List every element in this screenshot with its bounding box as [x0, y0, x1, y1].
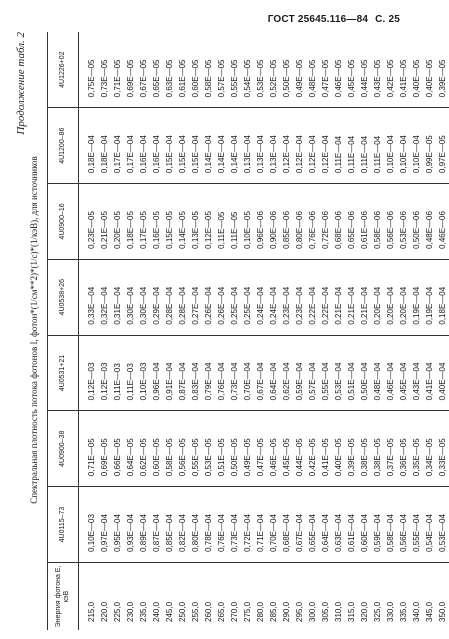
source-values-column: 0,10E—03 0,97E—04 0,95E—04 0,93E—04 0,89E—04 0,87E—04 0,85E—04 0,82E—04 0,80E—04 0,78E—04 0,76E—04 0,73E—04 0,72E—04 0,71E—04 0,70E—04 0,68E—04 0,67E—04 0,65E—04 0,64E—04 0,63E—04 0,61E—04 0,60E—04 0,59E—04 0,58E—04 0,56E—04 0,55E—04 0,54E—04 0,53E—04 — [79, 487, 449, 563]
source-values-column: 0,71E—05 0,69E—05 0,66E—05 0,64E—05 0,62E—05 0,60E—05 0,58E—05 0,56E—05 0,55E—05 0,53E—05 0,51E—05 0,50E—05 0,49E—05 0,47E—05 0,46E—05 0,45E—05 0,44E—05 0,42E—05 0,41E—05 0,40E—05 0,39E—05 0,38E—05 0,38E—05 0,37E—05 0,36E—05 0,35E—05 0,34E—05 0,33E—05 — [79, 411, 449, 487]
source-header: 4U0531+21 — [48, 335, 79, 411]
source-header: 4U1200–86 — [48, 108, 79, 184]
energy-column: 215,0 220,0 225,0 230,0 235,0 240,0 245,0 250,0 255,0 260,0 265,0 270,0 275,0 280,0 285,0 290,0 295,0 300,0 305,0 310,0 315,0 320,0 325,0 330,0 335,0 340,0 345,0 350,0 — [87, 601, 447, 622]
gost-number: ГОСТ 25645.116—84 — [267, 14, 369, 25]
table-data-row — [79, 32, 449, 630]
spectral-density-table — [47, 32, 449, 630]
source-values-column: 0,33E—04 0,32E—04 0,31E—04 0,30E—04 0,30E—04 0,29E—04 0,28E—04 0,28E—04 0,27E—04 0,26E—04 0,26E—04 0,25E—04 0,25E—04 0,24E—04 0,24E—04 0,23E—04 0,23E—04 0,22E—04 0,22E—04 0,21E—04 0,21E—04 0,21E—04 0,20E—04 0,20E—04 0,20E—04 0,19E—04 0,19E—04 0,18E—04 — [79, 259, 449, 335]
source-header: 4U0900–16 — [48, 184, 79, 260]
rotated-page-body — [15, 30, 447, 630]
source-header: 4U0900–38 — [48, 411, 79, 487]
table-continuation-caption: Продолжение табл. 2 — [15, 32, 27, 135]
source-header: 4U1226+02 — [48, 32, 79, 108]
source-values-column: 0,12E—03 0,12E—03 0,11E—03 0,11E—03 0,10E—03 0,96E—04 0,91E—04 0,87E—04 0,83E—04 0,79E—04 0,76E—04 0,73E—04 0,70E—04 0,67E—04 0,64E—04 0,62E—04 0,59E—04 0,57E—04 0,55E—04 0,53E—04 0,51E—04 0,50E—04 0,48E—04 0,46E—04 0,45E—04 0,43E—04 0,41E—04 0,40E—04 — [79, 335, 449, 411]
table-header-row — [48, 32, 79, 630]
energy-column-header: Энергия фотона E, кэВ — [48, 562, 79, 630]
page-number: С. 25 — [375, 14, 400, 25]
source-header: 4U0115–73 — [48, 487, 79, 563]
source-values-column: 0,18E—04 0,18E—04 0,17E—04 0,17E—04 0,16E—04 0,16E—04 0,15E—04 0,15E—04 0,15E—04 0,14E—04 0,14E—04 0,14E—04 0,13E—04 0,13E—04 0,13E—04 0,12E—04 0,12E—04 0,12E—04 0,12E—04 0,11E—04 0,11E—04 0,11E—04 0,11E—04 0,10E—04 0,10E—04 0,10E—04 0,99E—05 0,97E—05 — [79, 108, 449, 184]
source-header: 4U0538+26 — [48, 259, 79, 335]
table-title: Спектральная плотность потока фотонов I, фотон*(1/см**2)*(1/с)*(1/кэВ), для источников — [29, 156, 39, 504]
source-values-column: 0,23E—05 0,21E—05 0,20E—05 0,18E—05 0,17E—05 0,16E—05 0,15E—05 0,14E—05 0,13E—05 0,12E—05 0,11E—05 0,11E—05 0,10E—05 0,96E—06 0,90E—06 0,85E—06 0,80E—06 0,76E—06 0,72E—06 0,68E—06 0,65E—06 0,61E—06 0,58E—06 0,56E—06 0,53E—06 0,50E—06 0,48E—06 0,46E—06 — [79, 184, 449, 260]
page-header — [268, 14, 400, 25]
source-values-column: 0,75E—05 0,73E—05 0,71E—05 0,69E—05 0,67E—05 0,65E—05 0,63E—05 0,61E—05 0,60E—05 0,58E—05 0,57E—05 0,55E—05 0,54E—05 0,53E—05 0,52E—05 0,50E—05 0,49E—05 0,48E—05 0,47E—05 0,46E—05 0,45E—05 0,44E—05 0,43E—05 0,42E—05 0,41E—05 0,40E—05 0,40E—05 0,39E—05 — [79, 32, 449, 108]
